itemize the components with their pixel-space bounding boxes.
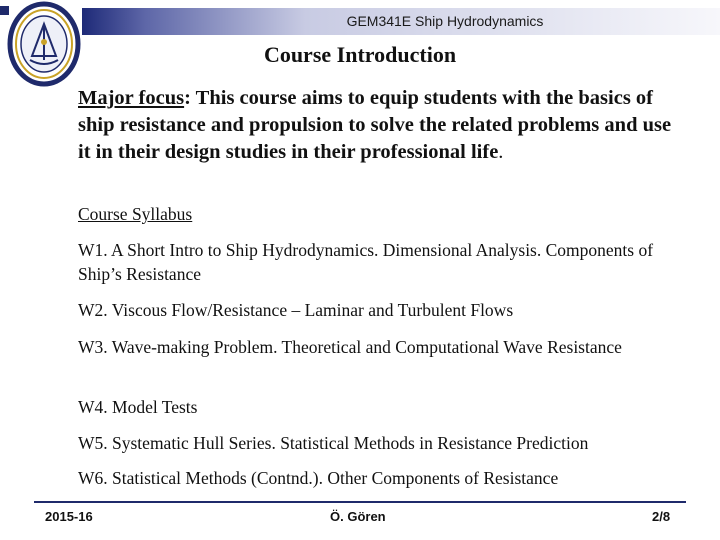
footer-page-number: 2/8 — [652, 509, 671, 524]
slide-title: Course Introduction — [263, 42, 457, 67]
course-title: GEM341E Ship Hydrodynamics — [346, 13, 544, 29]
syllabus-item-w5: W5. Systematic Hull Series. Statistical Methods in Resistance Prediction — [78, 433, 589, 453]
footer-author: Ö. Gören — [330, 509, 386, 524]
syllabus-item-w2: W2. Viscous Flow/Resistance – Laminar and Turbulent Flows — [78, 300, 514, 320]
syllabus-item-w4: W4. Model Tests — [78, 397, 198, 417]
syllabus-item-w1: W1. A Short Intro to Ship Hydrodynamics. Dimensional Analysis. Components of Ship’s Resistance — [78, 240, 654, 284]
footer-divider — [34, 501, 686, 503]
header-band — [82, 8, 720, 35]
syllabus-item-w6: W6. Statistical Methods (Contnd.). Other Components of Resistance — [78, 468, 559, 488]
intro-end: . — [498, 141, 504, 163]
intro-label: Major focus — [78, 87, 185, 109]
intro-paragraph — [78, 85, 678, 166]
syllabus-heading: Course Syllabus — [78, 204, 193, 224]
intro-text: This course aims to equip students with the basics of ship resistance and propulsion to solve the related problems and use it in their design studies in their professional life — [78, 87, 672, 163]
intro-colon: : — [184, 87, 191, 109]
syllabus-item-w3: W3. Wave-making Problem. Theoretical and Computational Wave Resistance — [78, 337, 622, 357]
footer-year: 2015-16 — [45, 509, 93, 524]
